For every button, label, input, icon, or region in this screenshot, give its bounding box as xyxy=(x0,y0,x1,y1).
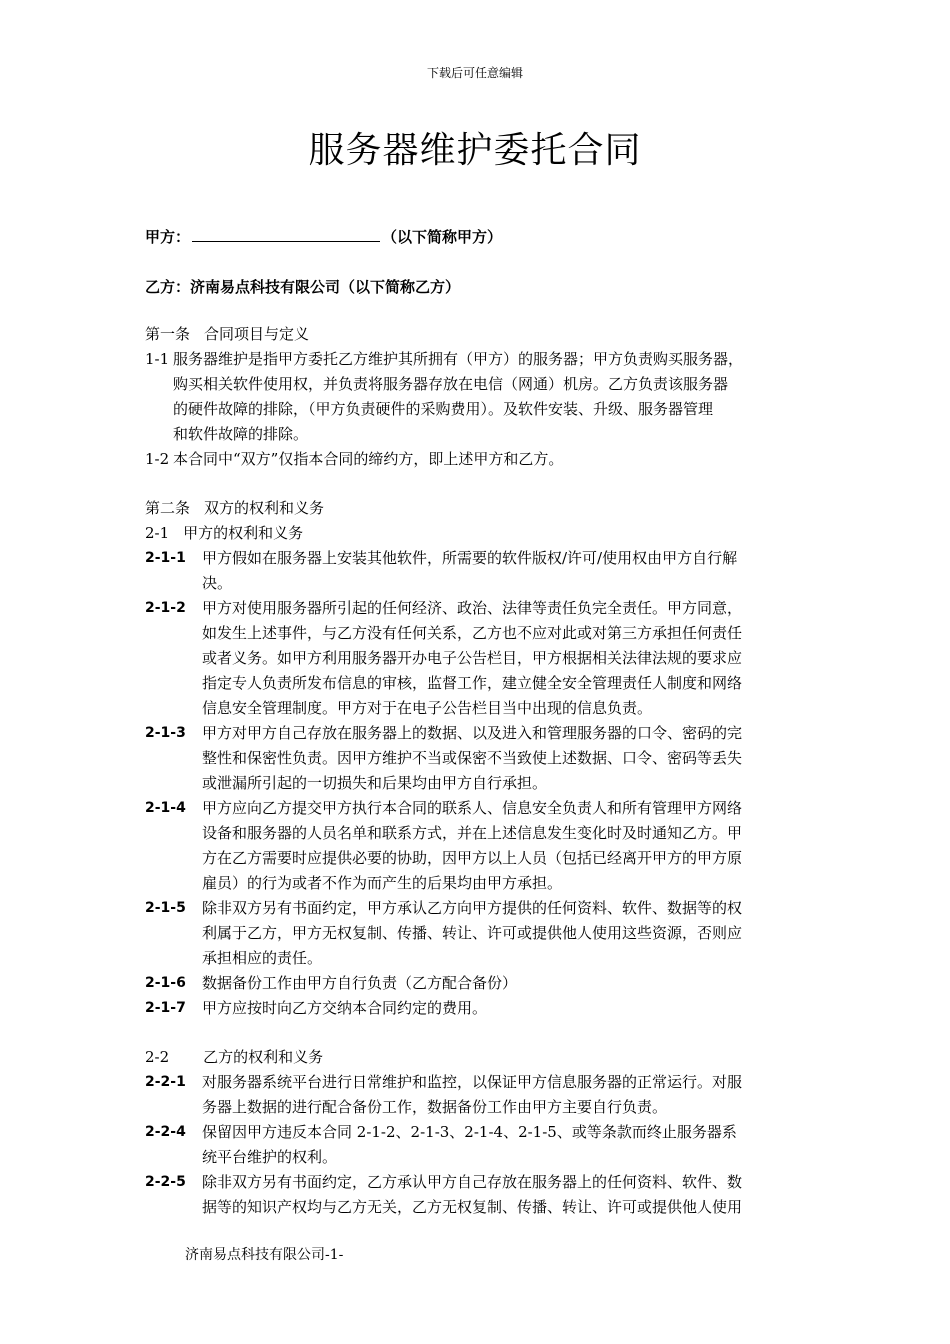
clause-2-2-1-number: 2-2-1 xyxy=(145,1074,186,1090)
clause-line: 对服务器系统平台进行日常维护和监控，以保证甲方信息服务器的正常运行。对服 xyxy=(202,1073,743,1091)
article-2-heading xyxy=(145,496,815,521)
clause-line: 承担相应的责任。 xyxy=(202,949,323,967)
clause-line: 的硬件故障的排除，（甲方负责硬件的采购费用）。及软件安装、升级、服务器管理 xyxy=(173,400,714,418)
clause-2-1-2-text xyxy=(202,596,815,721)
party-a-suffix: （以下简称甲方） xyxy=(382,228,503,246)
clause-2-2-4 xyxy=(145,1120,815,1170)
document-title: 服务器维护委托合同 xyxy=(308,130,642,171)
clause-line: 或者义务。如甲方利用服务器开办电子公告栏目，甲方根据相关法律法规的要求应 xyxy=(202,649,743,667)
clause-line: 指定专人负责所发布信息的审核，监督工作，建立健全安全管理责任人制度和网络 xyxy=(202,674,743,692)
clause-2-1-3-text xyxy=(202,721,815,796)
clause-2-2-5 xyxy=(145,1170,815,1220)
section-2-2-heading-title: 乙方的权利和义务 xyxy=(203,1048,324,1066)
clause-line: 统平台维护的权利。 xyxy=(202,1148,338,1166)
clause-line: 信息安全管理制度。甲方对于在电子公告栏目当中出现的信息负责。 xyxy=(202,699,653,717)
header-note: 下载后可任意编辑 xyxy=(426,66,523,80)
party-b-line: 乙方：济南易点科技有限公司（以下简称乙方） xyxy=(145,278,461,296)
section-2-2-heading-number: 2-2 xyxy=(145,1048,170,1066)
party-a-line xyxy=(145,226,502,247)
clause-line: 甲方应向乙方提交甲方执行本合同的联系人、信息安全负责人和所有管理甲方网络 xyxy=(202,799,743,817)
clause-2-1-4 xyxy=(145,796,815,896)
clause-2-2-5-text xyxy=(202,1170,815,1220)
clause-2-1-7-number: 2-1-7 xyxy=(145,1000,186,1016)
clause-line: 整性和保密性负责。因甲方维护不当或保密不当致使上述数据、口令、密码等丢失 xyxy=(202,749,743,767)
clause-2-1-4-text xyxy=(202,796,815,896)
clause-line: 甲方应按时向乙方交纳本合同约定的费用。 xyxy=(202,999,488,1017)
clause-1-1-text xyxy=(173,347,815,447)
clause-2-1-3-number: 2-1-3 xyxy=(145,725,186,741)
article-2-heading-title: 双方的权利和义务 xyxy=(204,499,325,517)
clause-line: 据等的知识产权均与乙方无关，乙方无权复制、传播、转让、许可或提供他人使用 xyxy=(202,1198,743,1216)
clause-line: 或泄漏所引起的一切损失和后果均由甲方自行承担。 xyxy=(202,774,548,792)
clause-2-1-7-text xyxy=(202,996,815,1021)
clause-line: 决。 xyxy=(202,574,233,592)
section-2-2-heading xyxy=(145,1045,815,1070)
clause-line: 如发生上述事件，与乙方没有任何关系，乙方也不应对此或对第三方承担任何责任 xyxy=(202,624,743,642)
page-footer: 济南易点科技有限公司-1- xyxy=(185,1247,344,1263)
clause-2-1-3 xyxy=(145,721,815,796)
clause-2-1-7 xyxy=(145,996,815,1021)
clause-line: 甲方对使用服务器所引起的任何经济、政治、法律等责任负完全责任。甲方同意， xyxy=(202,599,743,617)
clause-line: 设备和服务器的人员名单和联系方式，并在上述信息发生变化时及时通知乙方。甲 xyxy=(202,824,743,842)
spacer xyxy=(145,472,815,496)
clause-line: 服务器维护是指甲方委托乙方维护其所拥有（甲方）的服务器；甲方负责购买服务器， xyxy=(173,350,744,368)
clause-line: 甲方对甲方自己存放在服务器上的数据、以及进入和管理服务器的口令、密码的完 xyxy=(202,724,743,742)
clause-line: 本合同中“双方”仅指本合同的缔约方，即上述甲方和乙方。 xyxy=(173,450,564,468)
clause-line: 甲方假如在服务器上安装其他软件，所需要的软件版权/许可/使用权由甲方自行解 xyxy=(202,549,738,567)
clause-2-1-6-text xyxy=(202,971,815,996)
party-a-blank-field xyxy=(192,227,380,242)
clause-line: 雇员）的行为或者不作为而产生的后果均由甲方承担。 xyxy=(202,874,563,892)
clause-1-2 xyxy=(145,447,815,472)
article-1-heading xyxy=(145,322,815,347)
clause-2-2-1-text xyxy=(202,1070,815,1120)
clause-2-1-1-text xyxy=(202,546,815,596)
clause-2-1-5 xyxy=(145,896,815,971)
clause-2-1-2-number: 2-1-2 xyxy=(145,600,186,616)
clause-1-2-text xyxy=(173,447,815,472)
clause-2-1-5-text xyxy=(202,896,815,971)
clause-line: 务器上数据的进行配合备份工作，数据备份工作由甲方主要自行负责。 xyxy=(202,1098,668,1116)
clause-2-1-4-number: 2-1-4 xyxy=(145,800,186,816)
clause-line: 利属于乙方，甲方无权复制、传播、转让、许可或提供他人使用这些资源，否则应 xyxy=(202,924,743,942)
clause-2-1-1-number: 2-1-1 xyxy=(145,550,186,566)
clause-2-1-2 xyxy=(145,596,815,721)
clause-line: 数据备份工作由甲方自行负责（乙方配合备份） xyxy=(202,974,518,992)
clause-2-2-1 xyxy=(145,1070,815,1120)
article-1-heading-title: 合同项目与定义 xyxy=(204,325,310,343)
clause-2-2-4-number: 2-2-4 xyxy=(145,1124,186,1140)
clause-line: 方在乙方需要时应提供必要的协助，因甲方以上人员（包括已经离开甲方的甲方原 xyxy=(202,849,743,867)
clause-line: 和软件故障的排除。 xyxy=(173,425,309,443)
party-a-label: 甲方： xyxy=(145,228,191,246)
clause-1-2-number: 1-2 xyxy=(145,450,170,468)
clause-2-1-6 xyxy=(145,971,815,996)
section-2-1-heading-title: 甲方的权利和义务 xyxy=(183,524,304,542)
clause-2-2-5-number: 2-2-5 xyxy=(145,1174,186,1190)
clause-line: 保留因甲方违反本合同 2-1-2、2-1-3、2-1-4、2-1-5、或等条款而终止服务器系 xyxy=(202,1123,737,1141)
clause-2-2-4-text xyxy=(202,1120,815,1170)
article-1-heading-number: 第一条 xyxy=(145,325,191,343)
article-2-heading-number: 第二条 xyxy=(145,499,191,517)
section-2-1-heading xyxy=(145,521,815,546)
clause-line: 除非双方另有书面约定，乙方承认甲方自己存放在服务器上的任何资料、软件、数 xyxy=(202,1173,743,1191)
spacer xyxy=(145,1021,815,1045)
contract-body xyxy=(145,322,815,1220)
clause-2-1-1 xyxy=(145,546,815,596)
clause-line: 除非双方另有书面约定，甲方承认乙方向甲方提供的任何资料、软件、数据等的权 xyxy=(202,899,743,917)
section-2-1-heading-number: 2-1 xyxy=(145,524,170,542)
clause-1-1-number: 1-1 xyxy=(145,350,170,368)
clause-2-1-6-number: 2-1-6 xyxy=(145,975,186,991)
clause-line: 购买相关软件使用权，并负责将服务器存放在电信（网通）机房。乙方负责该服务器 xyxy=(173,375,729,393)
clause-2-1-5-number: 2-1-5 xyxy=(145,900,186,916)
clause-1-1 xyxy=(145,347,815,447)
